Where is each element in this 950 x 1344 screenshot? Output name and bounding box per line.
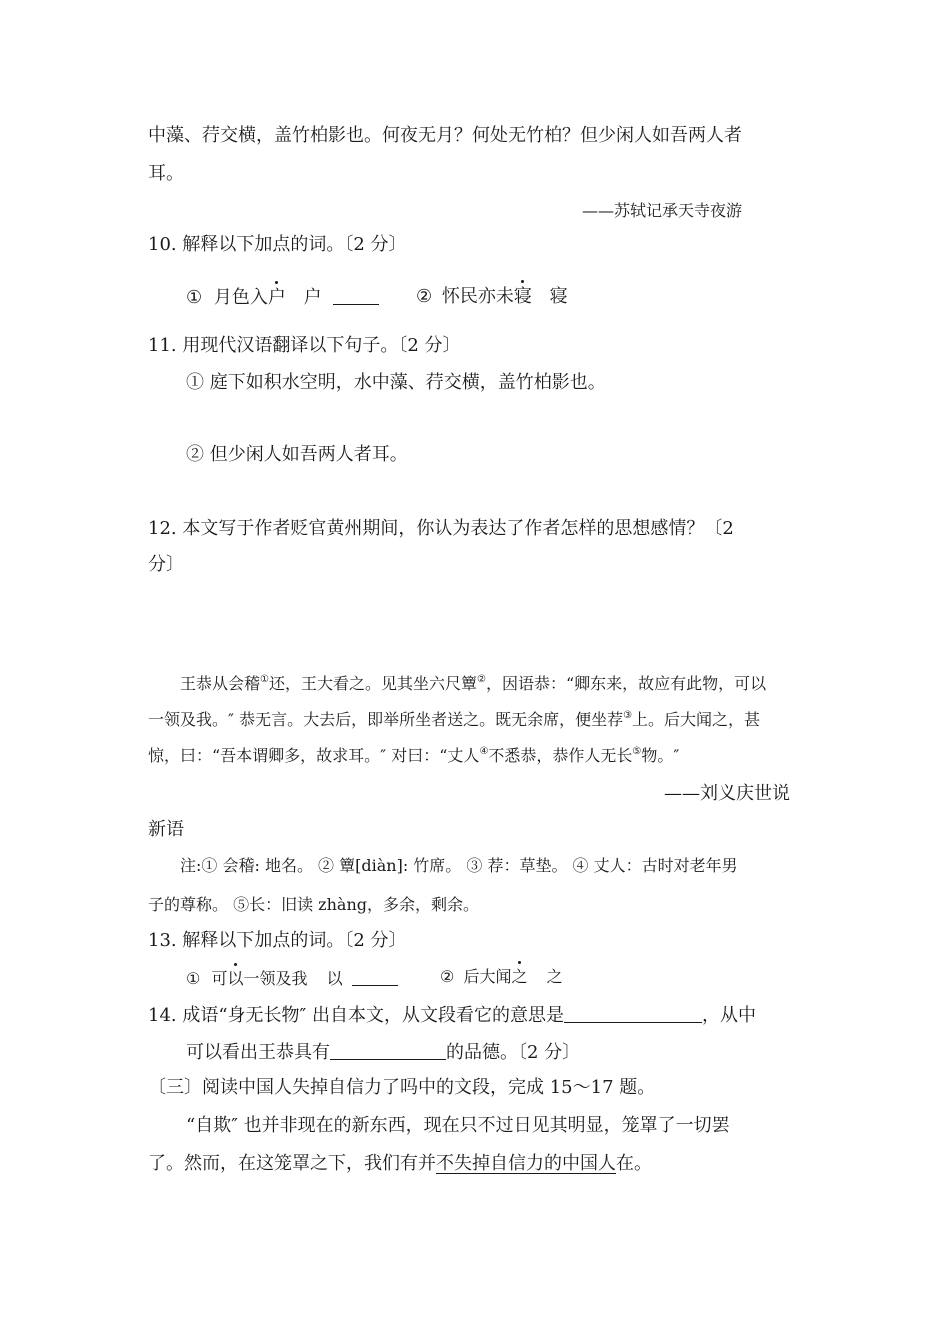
q13-item-2-number: ② — [440, 967, 455, 986]
q11-sentence-2: ② 但少闲人如吾两人者耳。 — [186, 444, 408, 465]
passage2-text-3b: 不悉恭，恭作人无长 — [488, 746, 633, 765]
q13-item-1-answer-blank[interactable] — [352, 969, 398, 986]
q10-item-1-word: 户 — [303, 287, 322, 308]
q14-text-3: 可以看出王恭具有 — [186, 1042, 330, 1063]
section3-text-b: 在。 — [616, 1153, 652, 1174]
q14-answer-blank-2[interactable] — [330, 1043, 446, 1060]
footnote-mark-4: ④ — [479, 746, 489, 757]
passage2-line-1 — [180, 676, 766, 692]
passage2-line-2 — [148, 712, 760, 728]
section3-text-a: 了。然而，在这笼罩之下，我们有并 — [148, 1153, 436, 1174]
q12-stem-line-1: 12. 本文写于作者贬官黄州期间，你认为表达了作者怎样的思想感情？〔2 — [148, 518, 734, 539]
passage2-text-2b: 上。后大闻之，甚 — [632, 710, 761, 729]
q10-item-2-number: ② — [416, 286, 433, 307]
passage2-text-3a: 惊，曰：“吾本谓卿多，故求耳。″ 对曰：“丈人 — [148, 746, 480, 765]
q14-text-4: 的品德。〔2 分〕 — [446, 1042, 581, 1063]
passage2-text-1a: 王恭从会稽 — [180, 674, 261, 693]
q11-sentence-1: ① 庭下如积水空明，水中藻、荇交横，盖竹柏影也。 — [186, 372, 606, 393]
q10-item-1-answer-blank[interactable] — [333, 288, 379, 305]
passage2-text-1b: 还，王大看之。见其坐六尺簟 — [268, 674, 477, 693]
q14-answer-blank-1[interactable] — [564, 1006, 702, 1023]
q10-stem: 10. 解释以下加点的词。〔2 分〕 — [148, 234, 407, 255]
passage2-line-3 — [148, 748, 679, 764]
q11-stem: 11. 用现代汉语翻译以下句子。〔2 分〕 — [148, 335, 461, 356]
q12-stem-line-2: 分〕 — [148, 554, 184, 575]
q13-item-1-text-b: 一领及我 — [243, 969, 308, 988]
section3-para-line-2 — [148, 1155, 652, 1173]
section3-para-line-1: “自欺″ 也并非现在的新东西，现在只不过日见其明显，笼罩了一切罢 — [186, 1115, 730, 1136]
q13-item-1-number: ① — [186, 969, 201, 988]
footnote-mark-2: ② — [477, 674, 486, 685]
q10-item-2-text: 怀民亦未 — [441, 286, 514, 307]
q13-stem: 13. 解释以下加点的词。〔2 分〕 — [148, 930, 407, 951]
q13-item-2-word: 之 — [546, 967, 563, 986]
footnote-mark-1: ① — [260, 674, 269, 685]
q14-line-1 — [148, 1006, 756, 1025]
passage2-text-3c: 物。″ — [641, 746, 680, 765]
footnote-mark-5: ⑤ — [632, 746, 642, 757]
q13-item-2 — [440, 969, 563, 985]
poem-line-1: 中藻、荇交横，盖竹柏影也。何夜无月？何处无竹柏？但少闲人如吾两人者 — [148, 125, 742, 146]
q10-item-1-number: ① — [186, 287, 203, 308]
q13-item-1-dotted-char: 以 — [227, 969, 244, 988]
passage2-text-1c: ，因语恭：“卿东来，故应有此物，可以 — [485, 674, 767, 693]
passage2-text-2a: 一领及我。″ 恭无言。大去后，即举所坐者送之。既无余席，便坐荐 — [148, 710, 624, 729]
q10-item-2-dotted-char: 寝 — [513, 286, 532, 307]
q10-item-2-word: 寝 — [549, 286, 568, 307]
q10-item-1-dotted-char: 户 — [267, 287, 286, 308]
q13-item-2-text: 后大闻 — [463, 967, 512, 986]
footnote-mark-3: ③ — [623, 710, 633, 721]
q13-item-1-word: 以 — [326, 969, 343, 988]
passage2-source: ——刘义庆世说 — [664, 783, 790, 804]
q10-item-1-text: 月色入 — [213, 287, 268, 308]
q14-line-2 — [186, 1043, 580, 1062]
poem-line-2: 耳。 — [148, 163, 184, 184]
q10-item-1 — [186, 288, 379, 307]
q13-item-1-text-a: 可 — [211, 969, 228, 988]
passage2-source-cont: 新语 — [148, 819, 184, 840]
q13-item-1 — [186, 969, 398, 987]
q14-text-1: 14. 成语“身无长物″ 出自本文，从文段看它的意思是 — [148, 1005, 564, 1026]
passage2-note-line-2: 子的尊称。 ⑤长：旧读 zhàng，多余，剩余。 — [148, 895, 479, 914]
q10-item-2 — [416, 288, 568, 306]
q14-text-2: ，从中 — [702, 1005, 756, 1026]
poem-source: ——苏轼记承天寺夜游 — [582, 201, 743, 220]
passage2-note-line-1: 注:① 会稽: 地名。 ② 簟[diàn]: 竹席。 ③ 荐：草垫。 ④ 丈人：古时对老年男 — [180, 856, 738, 875]
section3-heading: 〔三〕阅读中国人失掉自信力了吗中的文段，完成 15～17 题。 — [148, 1077, 656, 1098]
section3-underlined-phrase: 不失掉自信力的中国人 — [436, 1153, 616, 1174]
q13-item-2-dotted-char: 之 — [511, 967, 528, 986]
